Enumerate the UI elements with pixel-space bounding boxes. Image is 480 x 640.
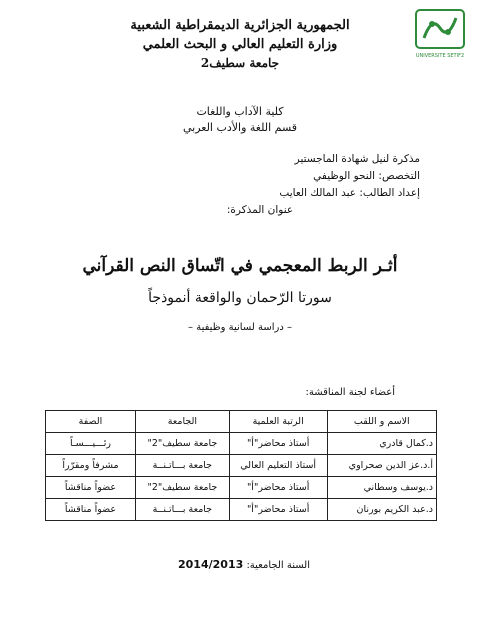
faculty-name: كلية الآداب واللغات (196, 105, 284, 118)
specialty-line: التخصص: النحو الوظيفي (313, 170, 420, 182)
university-seal-icon (410, 8, 470, 60)
title-label: عنوان المذكرة: (226, 204, 294, 216)
memo-info (40, 151, 420, 219)
faculty-block (40, 104, 440, 136)
institution-header (80, 16, 400, 73)
member-rank: أستاذ محاضر"أ" (229, 477, 327, 499)
table-row (46, 433, 437, 455)
member-rank: أستاذ التعليم العالي (229, 455, 327, 477)
member-name: أ.د.عز الدين صحراوي (327, 455, 436, 477)
member-university: جامعة سطيف"2" (135, 477, 229, 499)
member-role: عضواً مناقشاً (46, 499, 136, 521)
table-row (46, 477, 437, 499)
ministry-name: وزارة التعليم العالي و البحث العلمي (142, 37, 338, 52)
prepared-by-line: إعداد الطالب: عبد المالك العايب (279, 187, 420, 199)
header-rank: الرتبة العلمية (229, 411, 327, 433)
committee-table (45, 410, 437, 521)
header-name: الاسم و اللقب (327, 411, 436, 433)
table-row (46, 455, 437, 477)
header-role: الصفة (46, 411, 136, 433)
member-university: جامعة بـــاتـنــة (135, 499, 229, 521)
logo-caption: UNIVERSITE SETIF2 (415, 53, 465, 59)
member-role: مشرفاً ومقرّراً (46, 455, 136, 477)
member-name: د.عبد الكريم بورنان (327, 499, 436, 521)
header-university: الجامعة (135, 411, 229, 433)
member-university: جامعة بـــاتـنــة (135, 455, 229, 477)
academic-year-label: السنة الجامعية: (246, 560, 310, 571)
main-title: أثـر الربط المعجمي في اتّساق النص القرآني (82, 256, 398, 276)
member-role: رئـــيـــسـاً (46, 433, 136, 455)
member-rank: أستاذ محاضر"أ" (229, 499, 327, 521)
committee-label: أعضاء لجنة المناقشة: (305, 387, 395, 398)
table-header-row (46, 411, 437, 433)
degree-line: مذكرة لنيل شهادة الماجستير (294, 153, 420, 165)
member-rank: أستاذ محاضر"أ" (229, 433, 327, 455)
member-name: د.يوسف وسطاني (327, 477, 436, 499)
republic-name: الجمهورية الجزائرية الديمقراطية الشعبية (130, 18, 350, 33)
university-logo (410, 8, 470, 60)
department-name: قسم اللغة والأدب العربي (182, 121, 298, 134)
sub-title: سورتا الرّحمان والواقعة أنموذجاً (148, 290, 332, 306)
member-role: عضواً مناقشاً (46, 477, 136, 499)
member-name: د.كمال قادري (327, 433, 436, 455)
member-university: جامعة سطيف"2" (135, 433, 229, 455)
table-row (46, 499, 437, 521)
academic-year (40, 558, 310, 571)
study-type: – دراسة لسانية وظيفية – (188, 322, 292, 333)
academic-year-value: 2014/2013 (178, 558, 244, 571)
university-name: جامعة سطيف2 (200, 56, 280, 70)
